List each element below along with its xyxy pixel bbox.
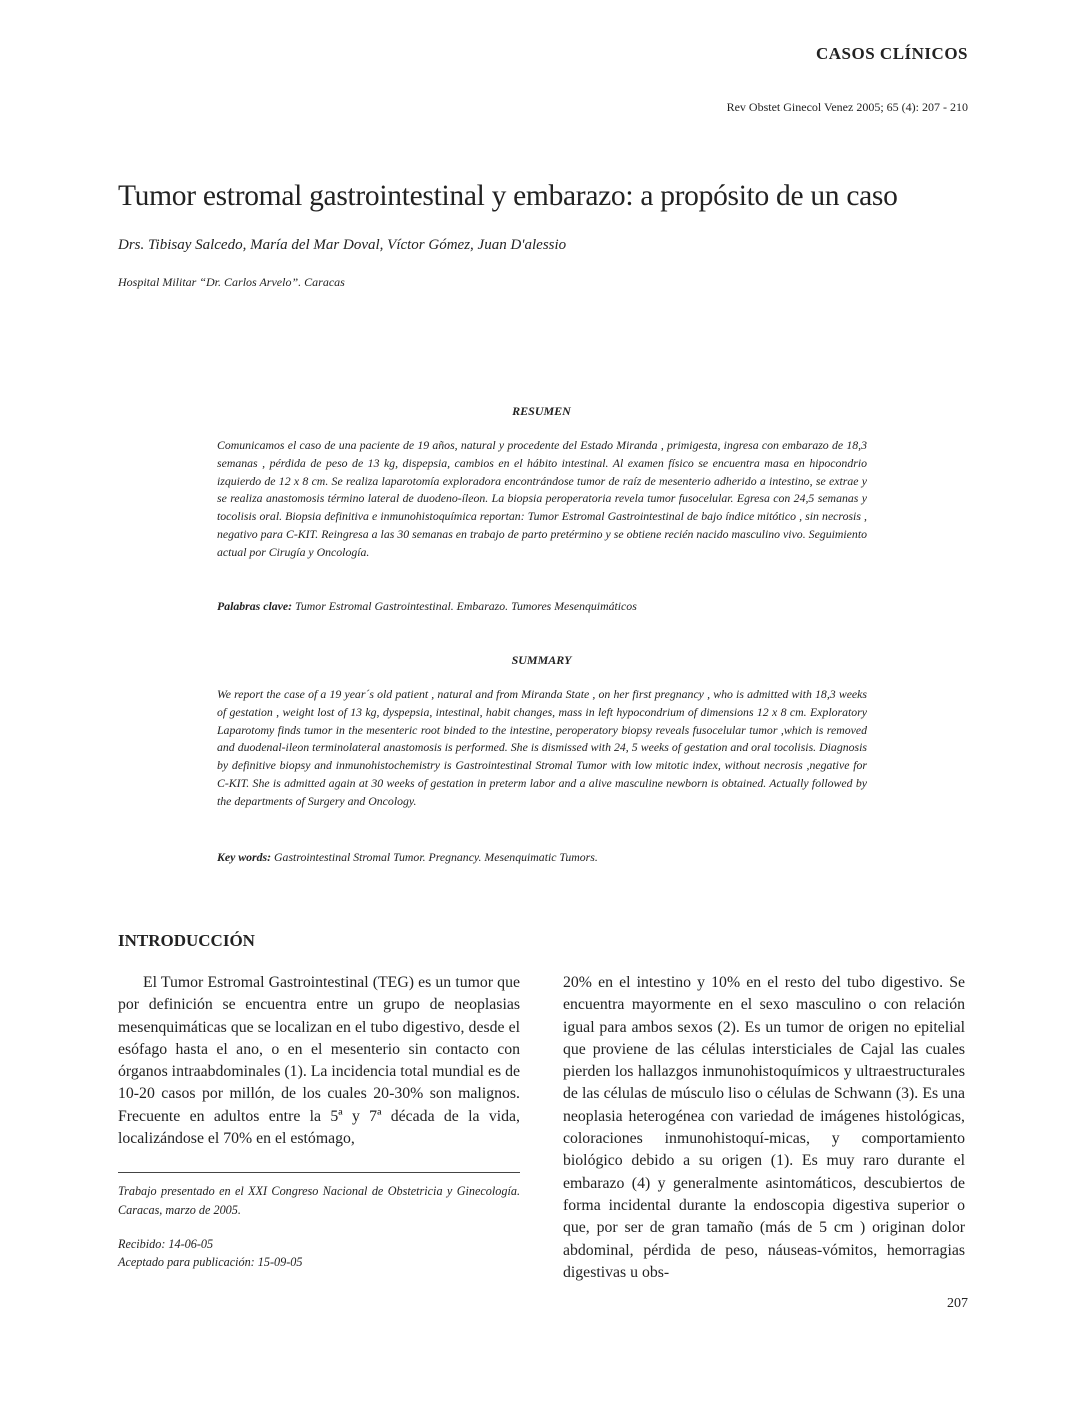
article-authors: Drs. Tibisay Salcedo, María del Mar Doval, Víctor Gómez, Juan D'alessio: [118, 237, 567, 253]
resumen-keywords-value: Tumor Estromal Gastrointestinal. Embarazo. Tumores Mesenquimáticos: [294, 599, 637, 613]
introduccion-left-column: El Tumor Estromal Gastrointestinal (TEG) es un tumor que por definición se encuentra entre un grupo de neoplasias mesenquimáticas que se localizan en el tubo digestivo, desde el esófago hasta el ano, o en el mesenterio sin contacto con órganos intraabdominales (1). La incidencia total mundial es de 10-20 casos por millón, de los cuales 20-30% son malignos. Frecuente en adultos entre la 5ª y 7ª década de la vida, localizándose el 70% en el estómago,: [118, 974, 520, 1148]
footnote-divider: [118, 1172, 520, 1173]
summary-keywords-value: Gastrointestinal Stromal Tumor. Pregnancy. Mesenquimatic Tumors.: [274, 850, 598, 864]
footnote-received: Recibido: 14-06-05: [118, 1237, 214, 1251]
resumen-keywords-label: Palabras clave:: [217, 599, 293, 613]
summary-heading: SUMMARY: [511, 653, 572, 667]
article-title: Tumor estromal gastrointestinal y embarazo: a propósito de un caso: [118, 180, 898, 212]
resumen-keywords: [217, 599, 867, 614]
introduccion-heading: INTRODUCCIÓN: [118, 931, 255, 950]
footnote-accepted: Aceptado para publicación: 15-09-05: [118, 1255, 303, 1269]
journal-citation: Rev Obstet Ginecol Venez 2005; 65 (4): 207 - 210: [726, 100, 968, 114]
introduccion-right-column: 20% en el intestino y 10% en el resto del tubo digestivo. Se encuentra mayormente en el sexo masculino o con relación igual para ambos sexos (2). Es un tumor de origen no epitelial que proviene de las células intersticiales de Cajal las cuales pierden los hallazgos inmunohistoquímicos y ultraestructurales de las células de músculo liso o células de Schwann (3). Es una neoplasia heterogénea con variedad de imágenes histológicas, coloraciones inmunohistoquí-micas, y comportamiento biológico debido a su origen (1). Es muy raro durante el embarazo (4) y generalmente asintomáticos, descubiertos de forma incidental durante la endoscopia digestiva superior o que, por ser de gran tamaño (más de 5 cm ) originan dolor abdominal, pérdida de peso, náuseas-vómitos, hemorragias digestivas u obs-: [563, 974, 965, 1281]
section-tag: CASOS CLÍNICOS: [815, 44, 968, 63]
page-number: 207: [947, 1296, 968, 1311]
summary-keywords: [217, 850, 867, 865]
resumen-text: Comunicamos el caso de una paciente de 19 años, natural y procedente del Estado Miranda , primigesta, ingresa con embarazo de 18,3 semanas , pérdida de peso de 13 kg, dispepsia, cambios en el hábito intestinal. Al examen físico se encuentra masa en hipocondrio izquierdo de 12 x 8 cm. Se realiza laparotomía exploradora encontrándose tumor de raíz de mesenterio adherido a intestino, se extrae y se realiza anastomosis término lateral de duodeno-íleon. La biopsia peroperatoria revela tumor fusocelular. Egresa con 24,5 semanas y tocolisis oral. Biopsia definitiva e inmunohistoquímica reportan: Tumor Estromal Gastrointestinal de bajo índice mitótico , sin necrosis , negativo para C-KIT. Reingresa a las 30 semanas en trabajo de parto pretérmino y se obtiene recién nacido masculino vivo. Seguimiento actual por Cirugía y Oncología.: [217, 438, 867, 559]
summary-keywords-label: Key words:: [217, 850, 272, 864]
footnote-presented: Trabajo presentado en el XXI Congreso Nacional de Obstetricia y Ginecología. Caracas, marzo de 2005.: [118, 1184, 520, 1217]
summary-text: We report the case of a 19 year´s old patient , natural and from Miranda State , on her first pregnancy , who is admitted with 18,3 weeks of gestation , weight lost of 13 kg, dyspepsia, intestinal, habit changes, mass in left hypocondrium of dimensions 12 x 8 cm. Exploratory Laparotomy finds tumor in the mesenteric root binded to the intestine, peroperatory biopsy reveals fusocelular tumor ,which is removed and duodenal-ileon terminolateral anastomosis is performed. She is dismissed with 24, 5 weeks of gestation and oral tocolisis. Diagnosis by definitive biopsy and inmunohistochemistry is Gastrointestinal Stromal Tumor with low mitotic index, without necrosis ,negative for C-KIT. She is admitted again at 30 weeks of gestation in preterm labor and a alive masculine newborn is obtained. Actually followed by the departments of Surgery and Oncology.: [217, 687, 867, 808]
resumen-heading: RESUMEN: [512, 404, 571, 418]
article-affiliation: Hospital Militar “Dr. Carlos Arvelo”. Caracas: [118, 275, 345, 289]
